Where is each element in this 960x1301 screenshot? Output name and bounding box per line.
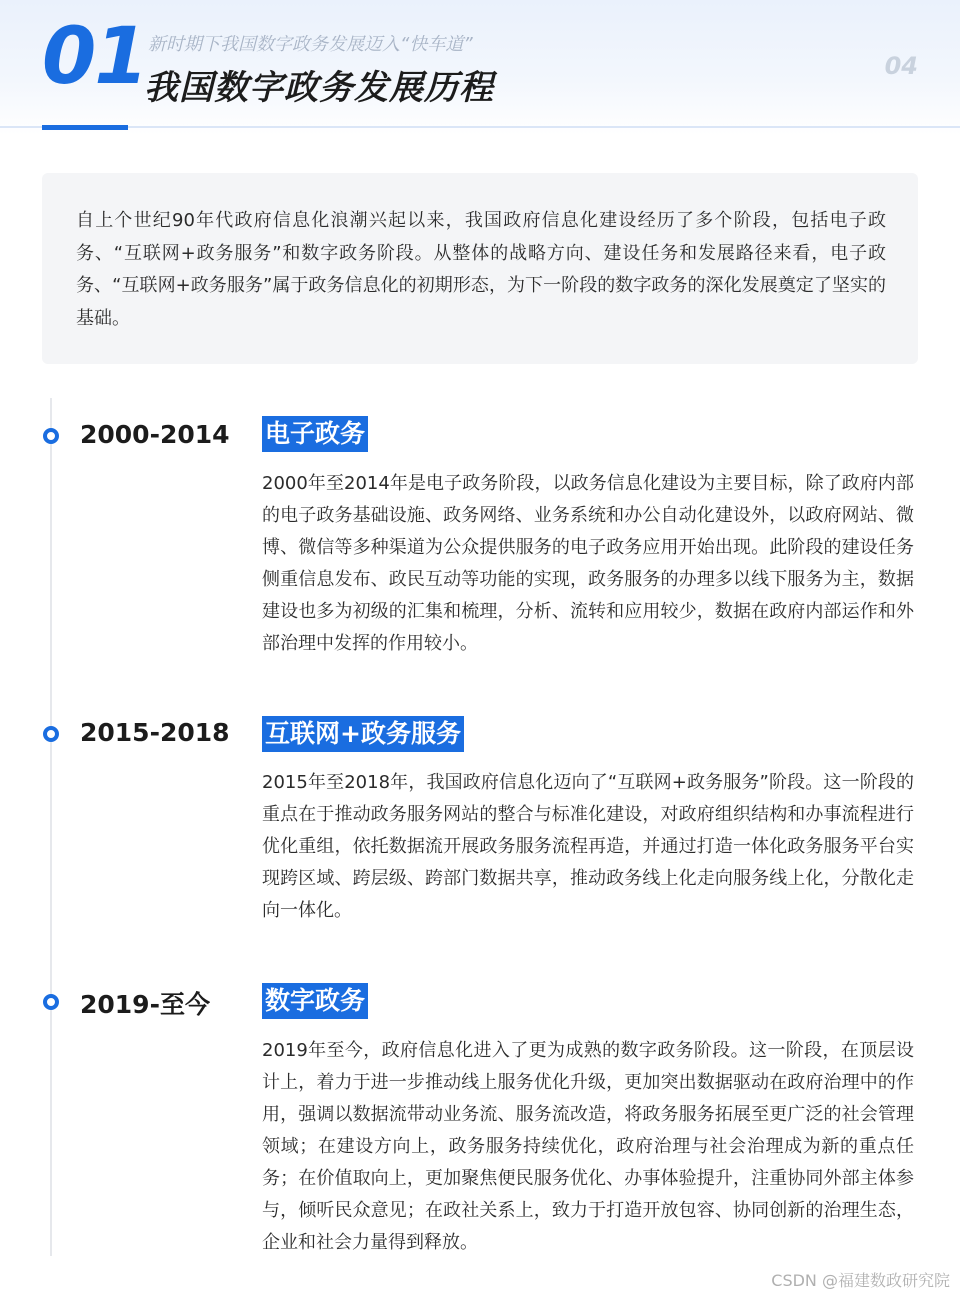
timeline-line: [50, 398, 52, 1256]
intro-text: 自上个世纪90年代政府信息化浪潮兴起以来，我国政府信息化建设经历了多个阶段，包括电子政务、“互联网+政务服务”和数字政务阶段。从整体的战略方向、建设任务和发展路径来看，电子政务、“互联网+政务服务”属于政务信息化的初期形态，为下一阶段的数字政务的深化发展奠定了坚实的基础。: [76, 210, 886, 329]
timeline-dot-icon: [43, 428, 59, 444]
timeline-year-3: 2019-至今: [80, 990, 210, 1019]
header-subtitle: 新时期下我国数字政务发展迈入“快车道”: [148, 34, 473, 55]
page-number: 04: [884, 52, 918, 80]
stage-title-2: 互联网+政务服务: [262, 716, 464, 752]
stage-text-1: 2000年至2014年是电子政务阶段，以政务信息化建设为主要目标，除了政府内部的电子政务基础设施、政务网络、业务系统和办公自动化建设外，以政府网站、微博、微信等多种渠道为公众提供服务的电子政务应用开始出现。此阶段的建设任务侧重信息发布、政民互动等功能的实现，政务服务的办理多以线下服务为主，数据建设也多为初级的汇集和梳理，分析、流转和应用较少，数据在政府内部运作和外部治理中发挥的作用较小。: [262, 473, 914, 654]
watermark: CSDN @福建数政研究院: [771, 1271, 950, 1290]
header-divider: [0, 126, 960, 128]
timeline-year-1: 2000-2014: [80, 420, 230, 449]
stage-text-2: 2015年至2018年，我国政府信息化迈向了“互联网+政务服务”阶段。这一阶段的重点在于推动政务服务网站的整合与标准化建设，对政府组织结构和办事流程进行优化重组，依托数据流开展政务服务流程再造，并通过打造一体化政务服务平台实现跨区域、跨层级、跨部门数据共享，推动政务线上化走向服务线上化，分散化走向一体化。: [262, 772, 914, 921]
intro-box: [42, 173, 918, 364]
header-accent-bar: [42, 125, 128, 130]
section-number: 01: [42, 12, 147, 102]
stage-title-1: 电子政务: [262, 416, 368, 452]
timeline-dot-icon: [43, 726, 59, 742]
timeline-year-2: 2015-2018: [80, 718, 230, 747]
page-title: 我国数字政务发展历程: [144, 68, 494, 108]
stage-text-3: 2019年至今，政府信息化进入了更为成熟的数字政务阶段。这一阶段，在顶层设计上，着力于进一步推动线上服务优化升级，更加突出数据驱动在政府治理中的作用，强调以数据流带动业务流、服务流改造，将政务服务拓展至更广泛的社会管理领域；在建设方向上，政务服务持续优化，政府治理与社会治理成为新的重点任务；在价值取向上，更加聚焦便民服务优化、办事体验提升，注重协同外部主体参与，倾听民众意见；在政社关系上，致力于打造开放包容、协同创新的治理生态，企业和社会力量得到释放。: [262, 1040, 914, 1253]
timeline-dot-icon: [43, 994, 59, 1010]
stage-title-3: 数字政务: [262, 983, 368, 1019]
